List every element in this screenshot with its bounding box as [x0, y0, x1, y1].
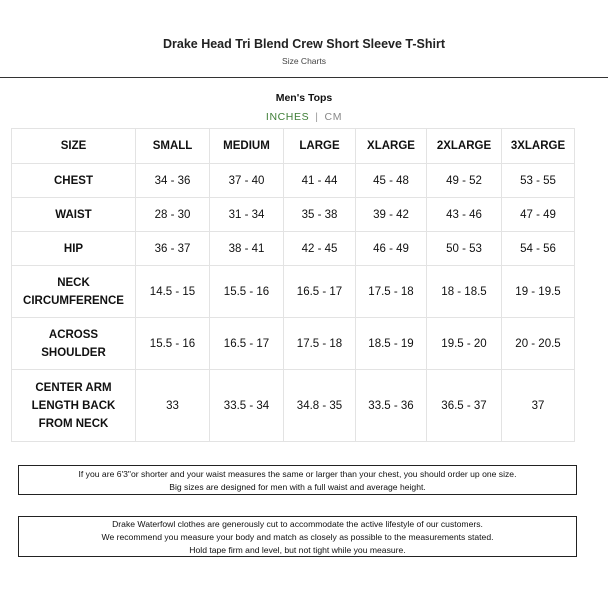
table-cell: 16.5 - 17 [284, 266, 356, 318]
table-cell: 50 - 53 [427, 232, 502, 266]
row-label-line: ACROSS [48, 328, 99, 341]
unit-inches-tab[interactable]: INCHES [265, 111, 310, 123]
table-cell: 36 - 37 [136, 232, 210, 266]
column-header-2xlarge: 2XLARGE [427, 129, 502, 164]
row-label-line: FROM NECK [38, 417, 109, 430]
table-cell: 49 - 52 [427, 164, 502, 198]
unit-separator: | [315, 111, 319, 123]
column-header-small: SMALL [136, 129, 210, 164]
table-cell: 17.5 - 18 [356, 266, 427, 318]
table-cell: 33.5 - 36 [356, 370, 427, 442]
table-cell: 35 - 38 [284, 198, 356, 232]
size-chart-table [11, 128, 575, 442]
table-row [12, 370, 575, 442]
row-label-line: CHEST [54, 174, 93, 187]
table-cell: 43 - 46 [427, 198, 502, 232]
note-box-sizing-advice [18, 465, 577, 495]
section-title: Men's Tops [275, 92, 333, 104]
table-cell: 18 - 18.5 [427, 266, 502, 318]
product-title: Drake Head Tri Blend Crew Short Sleeve T-Shirt [162, 37, 446, 51]
table-cell: 15.5 - 16 [136, 318, 210, 370]
note-box-measurement-advice [18, 516, 577, 557]
table-cell: 42 - 45 [284, 232, 356, 266]
table-row [12, 198, 575, 232]
column-header-3xlarge: 3XLARGE [502, 129, 575, 164]
note-text: If you are 6'3"or shorter and your waist measures the same or larger than your chest, you should order up one size. [78, 469, 517, 479]
table-cell: 28 - 30 [136, 198, 210, 232]
header-divider [0, 77, 608, 78]
row-label [12, 370, 136, 442]
table-cell: 16.5 - 17 [210, 318, 284, 370]
table-cell: 34.8 - 35 [284, 370, 356, 442]
column-header-large: LARGE [284, 129, 356, 164]
table-cell: 53 - 55 [502, 164, 575, 198]
table-cell: 17.5 - 18 [284, 318, 356, 370]
table-cell: 46 - 49 [356, 232, 427, 266]
column-header-medium: MEDIUM [210, 129, 284, 164]
row-label [12, 232, 136, 266]
row-label-line: CIRCUMFERENCE [23, 294, 124, 307]
row-label [12, 198, 136, 232]
note-text: Hold tape firm and level, but not tight while you measure. [189, 545, 406, 555]
table-cell: 54 - 56 [502, 232, 575, 266]
row-label-line: CENTER ARM [35, 381, 112, 394]
row-label-line: NECK [57, 276, 90, 289]
table-cell: 20 - 20.5 [502, 318, 575, 370]
row-label [12, 266, 136, 318]
table-cell: 37 - 40 [210, 164, 284, 198]
table-cell: 38 - 41 [210, 232, 284, 266]
size-charts-subtitle: Size Charts [282, 56, 326, 66]
table-row [12, 232, 575, 266]
table-cell: 37 [502, 370, 575, 442]
table-cell: 36.5 - 37 [427, 370, 502, 442]
note-text: Drake Waterfowl clothes are generously cut to accommodate the active lifestyle of our customers. [112, 519, 483, 529]
table-cell: 19.5 - 20 [427, 318, 502, 370]
row-label-line: SHOULDER [41, 346, 106, 359]
table-cell: 33.5 - 34 [210, 370, 284, 442]
table-cell: 34 - 36 [136, 164, 210, 198]
column-header-size: SIZE [12, 129, 136, 164]
table-header-row [12, 129, 575, 164]
row-label-line: LENGTH BACK [31, 399, 116, 412]
row-label [12, 164, 136, 198]
table-cell: 41 - 44 [284, 164, 356, 198]
note-text: Big sizes are designed for men with a full waist and average height. [169, 482, 426, 492]
row-label-line: HIP [63, 242, 84, 255]
table-cell: 14.5 - 15 [136, 266, 210, 318]
table-row [12, 266, 575, 318]
table-cell: 19 - 19.5 [502, 266, 575, 318]
table-cell: 39 - 42 [356, 198, 427, 232]
table-cell: 33 [136, 370, 210, 442]
column-header-xlarge: XLARGE [356, 129, 427, 164]
unit-cm-tab[interactable]: CM [324, 111, 343, 123]
table-row [12, 318, 575, 370]
table-cell: 31 - 34 [210, 198, 284, 232]
table-cell: 15.5 - 16 [210, 266, 284, 318]
table-cell: 45 - 48 [356, 164, 427, 198]
unit-toggle [0, 111, 608, 123]
note-text: We recommend you measure your body and match as closely as possible to the measurements stated. [101, 532, 494, 542]
row-label-line: WAIST [55, 208, 92, 221]
table-cell: 18.5 - 19 [356, 318, 427, 370]
table-cell: 47 - 49 [502, 198, 575, 232]
row-label [12, 318, 136, 370]
table-row [12, 164, 575, 198]
